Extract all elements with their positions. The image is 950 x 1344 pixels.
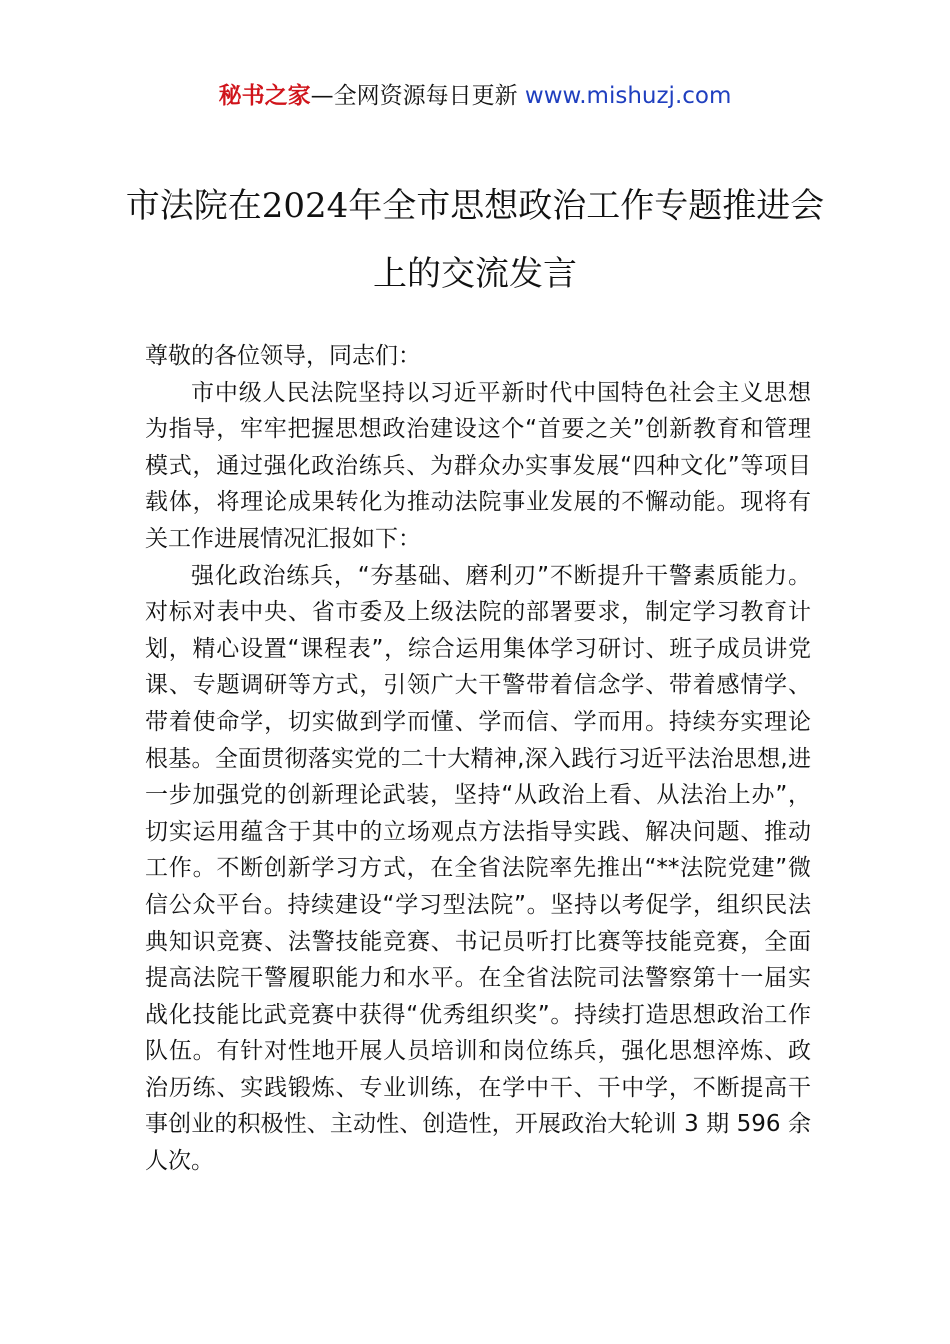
header-tagline: —全网资源每日更新 (310, 83, 525, 109)
site-header (0, 80, 950, 112)
salutation: 尊敬的各位领导，同志们： (145, 343, 421, 369)
paragraph: 市中级人民法院坚持以习近平新时代中国特色社会主义思想为指导，牢牢把握思想政治建设这个“首要之关”创新教育和管理模式，通过强化政治练兵、为群众办实事发展“四种文化”等项目载体，将理论成果转化为推动法院事业发展的不懈动能。现将有关工作进展情况汇报如下： (145, 379, 811, 552)
paragraph: 强化政治练兵，“夯基础、磨利刃”不断提升干警素质能力。对标对表中央、省市委及上级法院的部署要求，制定学习教育计划，精心设置“课程表”，综合运用集体学习研讨、班子成员讲党课、专题调研等方式，引领广大干警带着信念学、带着感情学、带着使命学，切实做到学而懂、学而信、学而用。持续夯实理论根基。全面贯彻落实党的二十大精神,深入践行习近平法治思想,进一步加强党的创新理论武装，坚持“从政治上看、从法治上办”，切实运用蕴含于其中的立场观点方法指导实践、解决问题、推动工作。不断创新学习方式，在全省法院率先推出“**法院党建”微信公众平台。持续建设“学习型法院”。坚持以考促学，组织民法典知识竞赛、法警技能竞赛、书记员听打比赛等技能竞赛，全面提高法院干警履职能力和水平。在全省法院司法警察第十一届实战化技能比武竞赛中获得“优秀组织奖”。持续打造思想政治工作队伍。有针对性地开展人员培训和岗位练兵，强化思想淬炼、政治历练、实践锻炼、专业训练，在学中干、干中学，不断提高干事创业的积极性、主动性、创造性，开展政治大轮训 3 期 596 余人次。 (145, 562, 811, 1175)
brand-name: 秘书之家 (218, 83, 311, 109)
site-url-link[interactable]: www.mishuzj.com (524, 83, 732, 109)
document-title: 市法院在2024年全市思想政治工作专题推进会上的交流发言 (125, 186, 825, 294)
document-body (145, 338, 811, 1180)
